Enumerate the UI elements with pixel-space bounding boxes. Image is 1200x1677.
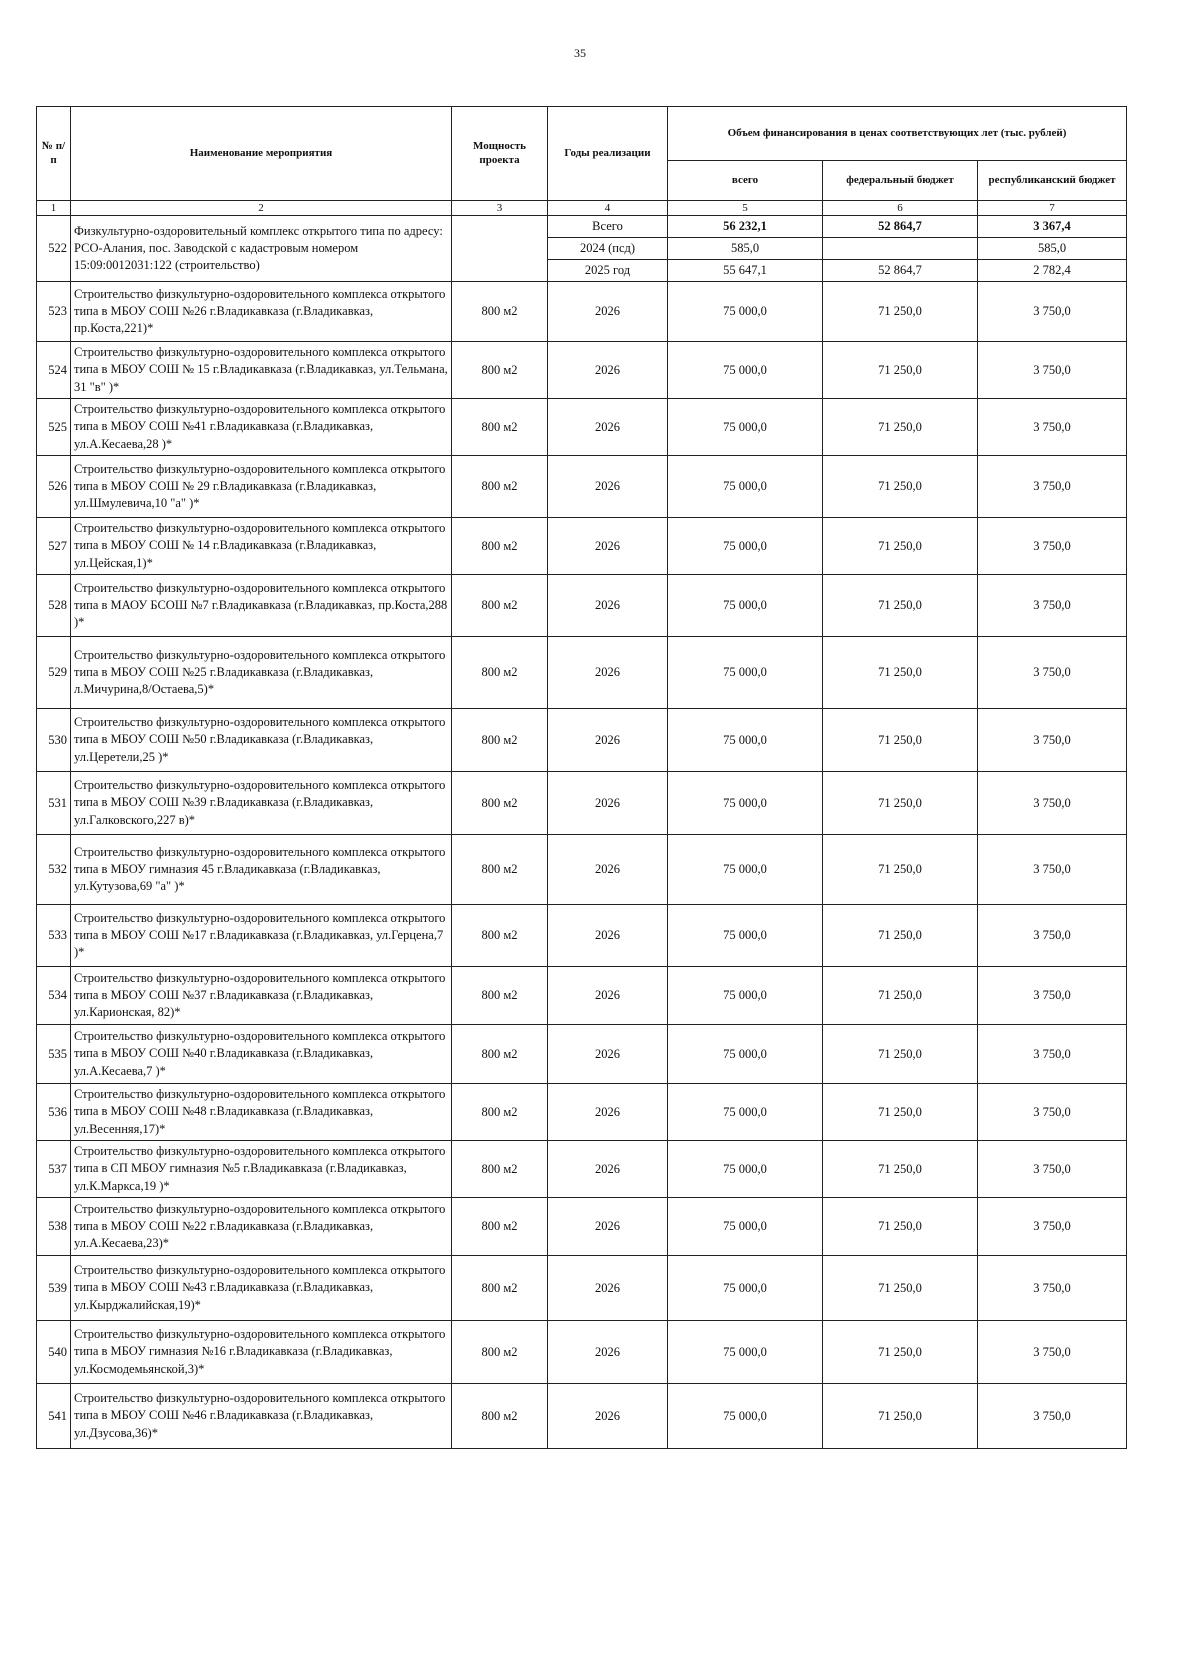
row-name: Строительство физкультурно-оздоровительного комплекса открытого типа в МБОУ гимназия 45 г.Владикавказа (г.Владикавказ, ул.Кутузова,69 "а" )* [71,835,452,905]
row-federal: 71 250,0 [823,399,978,456]
row-total: 56 232,1 [668,216,823,238]
row-federal: 71 250,0 [823,518,978,575]
row-federal: 71 250,0 [823,1025,978,1084]
row-federal: 71 250,0 [823,1084,978,1141]
table-row [37,967,1127,1025]
row-capacity: 800 м2 [452,772,548,835]
table-row [37,709,1127,772]
row-republic: 3 750,0 [978,518,1127,575]
header-republic: республиканский бюджет [978,161,1127,201]
row-capacity: 800 м2 [452,342,548,399]
row-number: 539 [37,1256,71,1321]
row-republic: 3 750,0 [978,1321,1127,1384]
row-year: 2026 [548,399,668,456]
column-number: 3 [452,201,548,216]
row-number: 533 [37,905,71,967]
row-total: 75 000,0 [668,1384,823,1449]
row-capacity: 800 м2 [452,518,548,575]
column-number: 6 [823,201,978,216]
row-capacity: 800 м2 [452,1256,548,1321]
row-republic: 3 750,0 [978,835,1127,905]
row-capacity: 800 м2 [452,399,548,456]
row-number: 535 [37,1025,71,1084]
row-number: 528 [37,575,71,637]
row-name: Строительство физкультурно-оздоровительного комплекса открытого типа в МБОУ СОШ №39 г.Владикавказа (г.Владикавказ, ул.Галковского,227 в)* [71,772,452,835]
header-funding: Объем финансирования в ценах соответствующих лет (тыс. рублей) [668,107,1127,161]
row-capacity: 800 м2 [452,282,548,342]
row-capacity: 800 м2 [452,1198,548,1256]
row-republic: 3 367,4 [978,216,1127,238]
row-federal: 71 250,0 [823,1198,978,1256]
table-row [37,1384,1127,1449]
row-total: 75 000,0 [668,342,823,399]
row-republic: 3 750,0 [978,905,1127,967]
row-year: 2026 [548,342,668,399]
row-capacity: 800 м2 [452,1141,548,1198]
row-federal: 71 250,0 [823,772,978,835]
row-capacity: 800 м2 [452,835,548,905]
row-number: 523 [37,282,71,342]
row-total: 75 000,0 [668,967,823,1025]
row-name: Строительство физкультурно-оздоровительного комплекса открытого типа в МБОУ СОШ №40 г.Владикавказа (г.Владикавказ, ул.А.Кесаева,7 )* [71,1025,452,1084]
row-total: 75 000,0 [668,456,823,518]
table-row [37,1198,1127,1256]
row-name: Строительство физкультурно-оздоровительного комплекса открытого типа в МБОУ СОШ №46 г.Владикавказа (г.Владикавказ, ул.Дзусова,36)* [71,1384,452,1449]
row-name: Строительство физкультурно-оздоровительного комплекса открытого типа в МБОУ СОШ №50 г.Владикавказа (г.Владикавказ, ул.Церетели,25 )* [71,709,452,772]
table-row [37,216,1127,238]
row-year: 2026 [548,1141,668,1198]
row-name: Строительство физкультурно-оздоровительного комплекса открытого типа в МБОУ СОШ №25 г.Владикавказа (г.Владикавказ, л.Мичурина,8/Остаева,5)* [71,637,452,709]
row-republic: 3 750,0 [978,1084,1127,1141]
row-capacity: 800 м2 [452,1025,548,1084]
row-total: 75 000,0 [668,772,823,835]
row-republic: 3 750,0 [978,1384,1127,1449]
row-year: 2026 [548,575,668,637]
row-federal [823,238,978,260]
row-federal: 71 250,0 [823,1256,978,1321]
row-total: 55 647,1 [668,260,823,282]
row-name: Строительство физкультурно-оздоровительного комплекса открытого типа в МБОУ СОШ № 14 г.Владикавказа (г.Владикавказ, ул.Цейская,1)* [71,518,452,575]
row-number: 537 [37,1141,71,1198]
row-republic: 2 782,4 [978,260,1127,282]
table-row [37,905,1127,967]
row-total: 75 000,0 [668,518,823,575]
row-year: 2026 [548,1084,668,1141]
row-number: 531 [37,772,71,835]
row-number: 530 [37,709,71,772]
row-republic: 3 750,0 [978,1025,1127,1084]
row-total: 585,0 [668,238,823,260]
row-capacity [452,216,548,282]
row-name: Строительство физкультурно-оздоровительного комплекса открытого типа в МБОУ СОШ №17 г.Владикавказа (г.Владикавказ, ул.Герцена,7 )* [71,905,452,967]
table-row [37,637,1127,709]
table-row [37,772,1127,835]
table-row [37,575,1127,637]
row-name: Физкультурно-оздоровительный комплекс открытого типа по адресу: РСО-Алания, пос. Заводской с кадастровым номером 15:09:0012031:122 (строительство) [71,216,452,282]
row-number: 536 [37,1084,71,1141]
row-name: Строительство физкультурно-оздоровительного комплекса открытого типа в МБОУ СОШ №37 г.Владикавказа (г.Владикавказ, ул.Карионская, 82)* [71,967,452,1025]
row-year: 2026 [548,709,668,772]
row-name: Строительство физкультурно-оздоровительного комплекса открытого типа в МБОУ СОШ № 29 г.Владикавказа (г.Владикавказ, ул.Шмулевича,10 "а" )* [71,456,452,518]
row-republic: 3 750,0 [978,637,1127,709]
row-federal: 71 250,0 [823,282,978,342]
row-number: 541 [37,1384,71,1449]
row-total: 75 000,0 [668,575,823,637]
row-total: 75 000,0 [668,1198,823,1256]
row-year: 2026 [548,967,668,1025]
table-row [37,1321,1127,1384]
row-federal: 71 250,0 [823,1141,978,1198]
header-num: № п/п [37,107,71,201]
row-name: Строительство физкультурно-оздоровительного комплекса открытого типа в МБОУ СОШ №26 г.Владикавказа (г.Владикавказ, пр.Коста,221)* [71,282,452,342]
row-name: Строительство физкультурно-оздоровительного комплекса открытого типа в МАОУ БСОШ №7 г.Владикавказа (г.Владикавказ, пр.Коста,288 )* [71,575,452,637]
row-republic: 3 750,0 [978,282,1127,342]
row-total: 75 000,0 [668,1141,823,1198]
row-capacity: 800 м2 [452,637,548,709]
row-name: Строительство физкультурно-оздоровительного комплекса открытого типа в СП МБОУ гимназия №5 г.Владикавказа (г.Владикавказ, ул.К.Маркса,19 )* [71,1141,452,1198]
row-number: 538 [37,1198,71,1256]
row-total: 75 000,0 [668,1084,823,1141]
row-year: 2026 [548,905,668,967]
row-year: 2026 [548,1025,668,1084]
column-numbers-row [37,201,1127,216]
table-row [37,518,1127,575]
row-federal: 52 864,7 [823,260,978,282]
row-republic: 3 750,0 [978,709,1127,772]
row-year: 2026 [548,282,668,342]
header-name: Наименование мероприятия [71,107,452,201]
table-row [37,399,1127,456]
row-capacity: 800 м2 [452,575,548,637]
row-year: 2026 [548,772,668,835]
row-republic: 585,0 [978,238,1127,260]
row-year: 2026 [548,1256,668,1321]
row-capacity: 800 м2 [452,1321,548,1384]
row-year: 2026 [548,1198,668,1256]
row-federal: 71 250,0 [823,905,978,967]
row-number: 534 [37,967,71,1025]
row-year: 2026 [548,456,668,518]
row-number: 540 [37,1321,71,1384]
row-total: 75 000,0 [668,1321,823,1384]
table-row [37,1256,1127,1321]
row-capacity: 800 м2 [452,1384,548,1449]
row-total: 75 000,0 [668,399,823,456]
row-number: 524 [37,342,71,399]
column-number: 7 [978,201,1127,216]
row-republic: 3 750,0 [978,456,1127,518]
row-number: 527 [37,518,71,575]
page-number: 35 [574,46,586,60]
row-total: 75 000,0 [668,282,823,342]
row-republic: 3 750,0 [978,399,1127,456]
row-year: 2026 [548,1321,668,1384]
row-year: 2024 (псд) [548,238,668,260]
table-row [37,282,1127,342]
row-number: 529 [37,637,71,709]
row-name: Строительство физкультурно-оздоровительного комплекса открытого типа в МБОУ СОШ № 15 г.Владикавказа (г.Владикавказ, ул.Тельмана, 31 "в" )* [71,342,452,399]
row-republic: 3 750,0 [978,575,1127,637]
header-capacity: Мощность проекта [452,107,548,201]
table-row [37,835,1127,905]
row-capacity: 800 м2 [452,967,548,1025]
column-number: 1 [37,201,71,216]
row-year: 2026 [548,835,668,905]
row-capacity: 800 м2 [452,709,548,772]
row-year: 2025 год [548,260,668,282]
row-federal: 71 250,0 [823,342,978,399]
table-row [37,342,1127,399]
header-years: Годы реализации [548,107,668,201]
row-federal: 71 250,0 [823,835,978,905]
row-capacity: 800 м2 [452,1084,548,1141]
row-name: Строительство физкультурно-оздоровительного комплекса открытого типа в МБОУ СОШ №48 г.Владикавказа (г.Владикавказ, ул.Весенняя,17)* [71,1084,452,1141]
row-total: 75 000,0 [668,709,823,772]
row-federal: 71 250,0 [823,456,978,518]
table-row [37,1084,1127,1141]
row-republic: 3 750,0 [978,1141,1127,1198]
row-name: Строительство физкультурно-оздоровительного комплекса открытого типа в МБОУ СОШ №41 г.Владикавказа (г.Владикавказ, ул.А.Кесаева,28 )* [71,399,452,456]
row-republic: 3 750,0 [978,342,1127,399]
row-number: 525 [37,399,71,456]
row-year: 2026 [548,637,668,709]
row-total: 75 000,0 [668,835,823,905]
row-federal: 71 250,0 [823,575,978,637]
row-total: 75 000,0 [668,1025,823,1084]
table-row [37,1141,1127,1198]
row-name: Строительство физкультурно-оздоровительного комплекса открытого типа в МБОУ СОШ №43 г.Владикавказа (г.Владикавказ, ул.Кырджалийская,19)* [71,1256,452,1321]
row-republic: 3 750,0 [978,1256,1127,1321]
row-total: 75 000,0 [668,1256,823,1321]
row-total: 75 000,0 [668,637,823,709]
header-total: всего [668,161,823,201]
column-number: 5 [668,201,823,216]
column-number: 2 [71,201,452,216]
row-federal: 71 250,0 [823,637,978,709]
row-total: 75 000,0 [668,905,823,967]
row-republic: 3 750,0 [978,772,1127,835]
row-federal: 71 250,0 [823,1321,978,1384]
row-number: 532 [37,835,71,905]
table-row [37,1025,1127,1084]
table-row [37,456,1127,518]
column-number: 4 [548,201,668,216]
funding-table [36,106,1127,1449]
row-federal: 52 864,7 [823,216,978,238]
row-federal: 71 250,0 [823,709,978,772]
row-federal: 71 250,0 [823,967,978,1025]
row-capacity: 800 м2 [452,905,548,967]
row-year: 2026 [548,518,668,575]
row-republic: 3 750,0 [978,967,1127,1025]
row-name: Строительство физкультурно-оздоровительного комплекса открытого типа в МБОУ гимназия №16 г.Владикавказа (г.Владикавказ, ул.Космодемьянской,3)* [71,1321,452,1384]
row-republic: 3 750,0 [978,1198,1127,1256]
row-number: 522 [37,216,71,282]
header-federal: федеральный бюджет [823,161,978,201]
row-capacity: 800 м2 [452,456,548,518]
row-year: 2026 [548,1384,668,1449]
row-federal: 71 250,0 [823,1384,978,1449]
row-year: Всего [548,216,668,238]
row-number: 526 [37,456,71,518]
row-name: Строительство физкультурно-оздоровительного комплекса открытого типа в МБОУ СОШ №22 г.Владикавказа (г.Владикавказ, ул.А.Кесаева,23)* [71,1198,452,1256]
